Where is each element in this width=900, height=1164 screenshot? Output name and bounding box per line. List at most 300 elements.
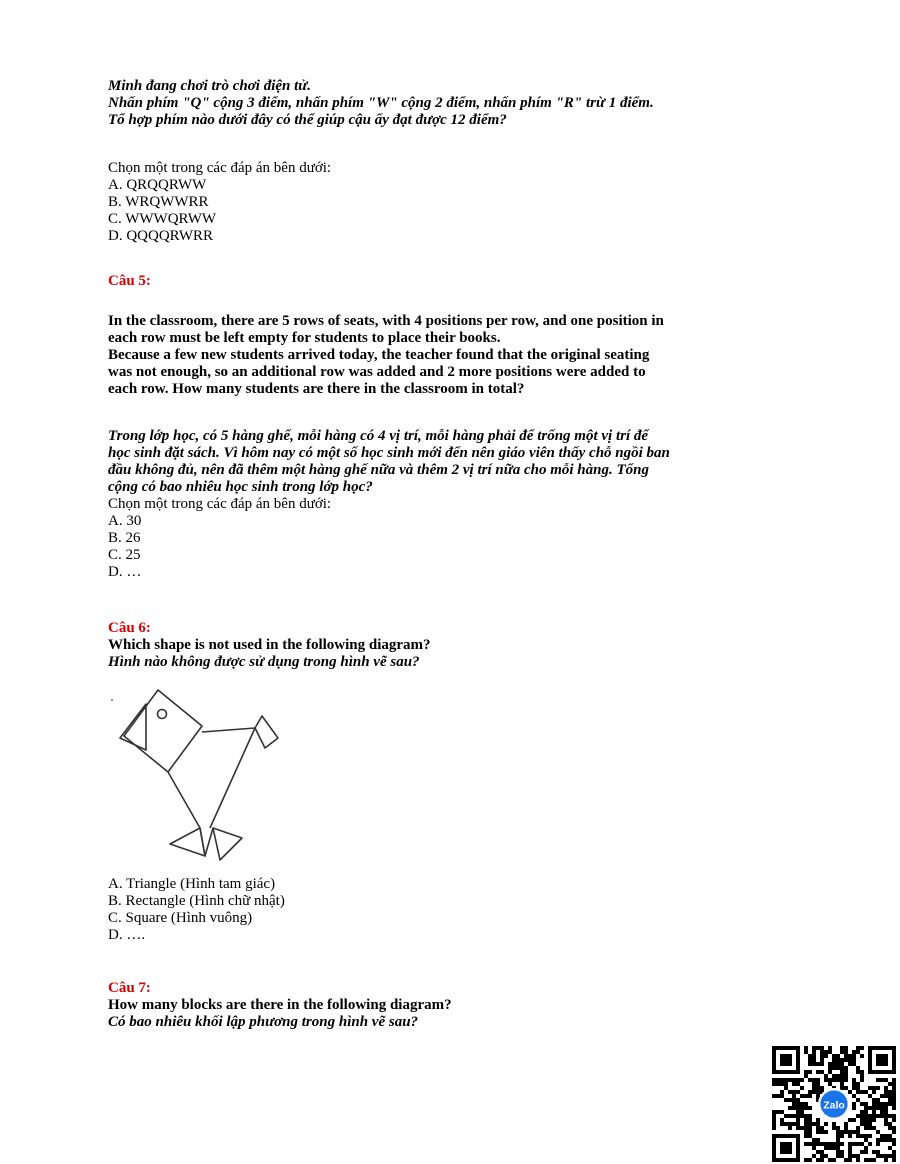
qr-module	[860, 1122, 864, 1126]
qr-module	[828, 1142, 832, 1146]
qr-module	[840, 1150, 844, 1154]
qr-module	[848, 1150, 852, 1154]
q5-option: B. 26	[108, 530, 141, 546]
qr-module	[832, 1074, 836, 1078]
qr-module	[812, 1054, 816, 1058]
qr-module	[780, 1122, 784, 1126]
qr-module	[808, 1134, 812, 1138]
qr-module	[872, 1110, 876, 1114]
q6-option: C. Square (Hình vuông)	[108, 910, 253, 926]
qr-module	[808, 1126, 812, 1130]
qr-module	[812, 1086, 816, 1090]
qr-module	[836, 1138, 840, 1142]
qr-module	[884, 1090, 888, 1094]
qr-module	[824, 1154, 828, 1158]
qr-module	[872, 1098, 876, 1102]
qr-module	[828, 1158, 832, 1162]
qr-module	[828, 1066, 832, 1070]
qr-module	[788, 1090, 792, 1094]
qr-module	[820, 1070, 824, 1074]
qr-module	[844, 1050, 848, 1054]
qr-module	[844, 1130, 848, 1134]
qr-module	[796, 1118, 800, 1122]
qr-module	[784, 1122, 788, 1126]
qr-module	[776, 1078, 780, 1082]
qr-module	[880, 1110, 884, 1114]
qr-module	[812, 1138, 816, 1142]
qr-module	[832, 1158, 836, 1162]
qr-module	[892, 1078, 896, 1082]
qr-module	[852, 1106, 856, 1110]
qr-module	[836, 1154, 840, 1158]
qr-module	[792, 1114, 796, 1118]
qr-module	[804, 1046, 808, 1050]
qr-module	[792, 1102, 796, 1106]
qr-module	[888, 1114, 892, 1118]
qr-module	[884, 1154, 888, 1158]
qr-module	[856, 1082, 860, 1086]
qr-module	[824, 1146, 828, 1150]
q5-option: A. 30	[108, 513, 142, 529]
qr-module	[864, 1158, 868, 1162]
qr-module	[860, 1074, 864, 1078]
zalo-logo-text: Zalo	[823, 1100, 845, 1112]
q5-option: D. …	[108, 564, 142, 580]
qr-module	[808, 1158, 812, 1162]
qr-module	[860, 1114, 864, 1118]
qr-module	[888, 1094, 892, 1098]
qr-module	[816, 1142, 820, 1146]
qr-module	[780, 1078, 784, 1082]
q6-answers	[108, 876, 808, 944]
qr-module	[820, 1158, 824, 1162]
qr-module	[884, 1138, 888, 1142]
bird-body-line	[202, 728, 255, 732]
qr-module	[804, 1106, 808, 1110]
qr-module	[804, 1050, 808, 1054]
qr-module	[836, 1134, 840, 1138]
qr-module	[784, 1086, 788, 1090]
qr-module	[872, 1102, 876, 1106]
qr-module	[812, 1050, 816, 1054]
qr-module	[836, 1058, 840, 1062]
qr-module	[852, 1154, 856, 1158]
qr-module	[808, 1130, 812, 1134]
qr-module	[864, 1146, 868, 1150]
qr-module	[816, 1090, 820, 1094]
qr-module	[780, 1082, 784, 1086]
qr-module	[772, 1122, 776, 1126]
qr-module	[888, 1138, 892, 1142]
qr-module	[848, 1130, 852, 1134]
qr-module	[796, 1114, 800, 1118]
qr-module	[804, 1070, 808, 1074]
qr-module	[876, 1142, 880, 1146]
stray-dot	[111, 699, 113, 701]
question-4	[108, 78, 808, 129]
qr-module	[772, 1078, 776, 1082]
qr-module	[796, 1102, 800, 1106]
qr-module	[792, 1106, 796, 1110]
qr-module	[888, 1126, 892, 1130]
qr-module	[888, 1102, 892, 1106]
qr-module	[864, 1102, 868, 1106]
qr-module	[832, 1066, 836, 1070]
qr-module	[856, 1130, 860, 1134]
qr-module	[772, 1126, 776, 1130]
qr-module	[848, 1054, 852, 1058]
q4-option: A. QRQQRWW	[108, 177, 207, 193]
qr-module	[836, 1142, 840, 1146]
qr-module	[848, 1090, 852, 1094]
qr-module	[864, 1134, 868, 1138]
qr-module	[816, 1078, 820, 1082]
qr-module	[868, 1118, 872, 1122]
question-6-label: Câu 6:	[108, 620, 151, 636]
qr-module	[840, 1074, 844, 1078]
qr-module	[856, 1142, 860, 1146]
qr-module	[820, 1058, 824, 1062]
zalo-qr-code-icon[interactable]	[772, 1046, 896, 1162]
qr-module	[820, 1086, 824, 1090]
qr-module	[872, 1150, 876, 1154]
qr-module	[828, 1146, 832, 1150]
qr-module	[844, 1070, 848, 1074]
qr-module	[800, 1126, 804, 1130]
qr-module	[816, 1150, 820, 1154]
qr-module	[840, 1130, 844, 1134]
qr-module	[796, 1078, 800, 1082]
qr-module	[872, 1086, 876, 1090]
qr-module	[860, 1134, 864, 1138]
q5-vietnamese-line: Trong lớp học, có 5 hàng ghế, mỗi hàng có 4 vị trí, mỗi hàng phải để trống một vị trí để	[108, 428, 649, 444]
qr-module	[888, 1090, 892, 1094]
qr-module	[820, 1126, 824, 1130]
q5-vietnamese-line: đầu không đủ, nên đã thêm một hàng ghế nữa và thêm 2 vị trí nữa cho mỗi hàng. Tổng	[108, 462, 649, 478]
qr-module	[892, 1154, 896, 1158]
question-5-label: Câu 5:	[108, 273, 151, 289]
qr-module	[880, 1106, 884, 1110]
qr-module	[824, 1078, 828, 1082]
q4-answers	[108, 160, 808, 245]
qr-module	[828, 1070, 832, 1074]
q4-option: D. QQQQRWRR	[108, 228, 214, 244]
qr-module	[832, 1062, 836, 1066]
q4-prompt-line: Minh đang chơi trò chơi điện tử.	[108, 78, 312, 94]
qr-module	[880, 1114, 884, 1118]
qr-module	[836, 1054, 840, 1058]
q6-option: B. Rectangle (Hình chữ nhật)	[108, 893, 285, 909]
qr-module	[856, 1066, 860, 1070]
qr-module	[852, 1054, 856, 1058]
qr-module	[788, 1078, 792, 1082]
qr-module	[816, 1082, 820, 1086]
qr-module	[844, 1078, 848, 1082]
qr-module	[852, 1050, 856, 1054]
q5-english-line: each row. How many students are there in the classroom in total?	[108, 381, 525, 397]
qr-module	[796, 1098, 800, 1102]
qr-module	[772, 1094, 776, 1098]
qr-module	[880, 1078, 884, 1082]
qr-module	[872, 1090, 876, 1094]
qr-module	[852, 1058, 856, 1062]
qr-module	[808, 1094, 812, 1098]
qr-module	[808, 1054, 812, 1058]
qr-module	[820, 1130, 824, 1134]
qr-module	[844, 1126, 848, 1130]
qr-module	[892, 1086, 896, 1090]
qr-module	[812, 1142, 816, 1146]
qr-module	[840, 1082, 844, 1086]
qr-module	[772, 1082, 776, 1086]
qr-module	[848, 1142, 852, 1146]
qr-module	[864, 1126, 868, 1130]
bird-shapes-drawing-icon	[110, 688, 290, 868]
qr-module	[816, 1094, 820, 1098]
qr-module	[892, 1138, 896, 1142]
bird-tail-shape	[255, 716, 278, 748]
qr-module	[824, 1142, 828, 1146]
qr-module	[856, 1086, 860, 1090]
qr-module	[884, 1110, 888, 1114]
q5-english	[108, 313, 808, 398]
bird-eye	[158, 710, 167, 719]
qr-module	[808, 1122, 812, 1126]
qr-module	[796, 1106, 800, 1110]
q5-english-line: In the classroom, there are 5 rows of seats, with 4 positions per row, and one position in	[108, 313, 664, 329]
q7-vietnamese: Có bao nhiêu khối lập phương trong hình vẽ sau?	[108, 1014, 419, 1030]
qr-module	[788, 1126, 792, 1130]
qr-module	[892, 1094, 896, 1098]
qr-module	[828, 1050, 832, 1054]
qr-module	[800, 1094, 804, 1098]
qr-module	[872, 1114, 876, 1118]
qr-module	[852, 1094, 856, 1098]
q5-english-line: Because a few new students arrived today, the teacher found that the original seating	[108, 347, 650, 363]
q5-vietnamese-line: cộng có bao nhiêu học sinh trong lớp học?	[108, 479, 373, 495]
qr-module	[840, 1058, 844, 1062]
qr-module	[856, 1158, 860, 1162]
qr-module	[884, 1106, 888, 1110]
qr-module	[816, 1158, 820, 1162]
qr-module	[876, 1086, 880, 1090]
qr-module	[840, 1066, 844, 1070]
qr-module	[868, 1114, 872, 1118]
qr-module	[892, 1118, 896, 1122]
qr-module	[796, 1082, 800, 1086]
qr-module	[844, 1158, 848, 1162]
qr-module	[884, 1158, 888, 1162]
qr-module	[812, 1078, 816, 1082]
qr-module	[820, 1046, 824, 1050]
qr-module	[804, 1158, 808, 1162]
qr-module	[836, 1074, 840, 1078]
qr-module	[816, 1046, 820, 1050]
qr-module	[856, 1046, 860, 1050]
bird-body-line	[210, 728, 255, 828]
qr-module	[884, 1122, 888, 1126]
qr-module	[804, 1126, 808, 1130]
qr-module	[796, 1110, 800, 1114]
qr-module	[776, 1110, 780, 1114]
qr-module	[784, 1082, 788, 1086]
qr-module	[812, 1146, 816, 1150]
qr-module	[852, 1078, 856, 1082]
qr-module	[804, 1074, 808, 1078]
q5-english-line: each row must be left empty for students to place their books.	[108, 330, 501, 346]
question-7-label: Câu 7:	[108, 980, 151, 996]
qr-module	[876, 1098, 880, 1102]
qr-module	[840, 1134, 844, 1138]
qr-module	[844, 1058, 848, 1062]
qr-module	[800, 1102, 804, 1106]
question-6	[108, 620, 808, 671]
qr-module	[852, 1102, 856, 1106]
qr-module	[856, 1134, 860, 1138]
qr-module	[892, 1106, 896, 1110]
qr-module	[860, 1070, 864, 1074]
qr-module	[788, 1106, 792, 1110]
qr-module	[852, 1082, 856, 1086]
qr-module	[876, 1150, 880, 1154]
qr-module	[876, 1078, 880, 1082]
q5-vietnamese	[108, 428, 808, 581]
qr-module	[824, 1122, 828, 1126]
qr-module	[864, 1150, 868, 1154]
qr-module	[800, 1110, 804, 1114]
qr-module	[792, 1094, 796, 1098]
qr-module	[872, 1158, 876, 1162]
q6-option: D. ….	[108, 927, 146, 943]
qr-module	[884, 1102, 888, 1106]
qr-module	[848, 1158, 852, 1162]
q6-english: Which shape is not used in the following diagram?	[108, 637, 431, 653]
qr-module	[788, 1122, 792, 1126]
q6-option: A. Triangle (Hình tam giác)	[108, 876, 276, 892]
qr-module	[804, 1118, 808, 1122]
qr-module	[892, 1114, 896, 1118]
qr-module	[812, 1154, 816, 1158]
qr-module	[816, 1070, 820, 1074]
qr-module	[884, 1118, 888, 1122]
qr-module	[828, 1062, 832, 1066]
qr-module	[788, 1098, 792, 1102]
qr-module	[872, 1126, 876, 1130]
q6-vietnamese: Hình nào không được sử dụng trong hình vẽ sau?	[108, 654, 420, 670]
qr-module	[772, 1118, 776, 1122]
qr-module	[860, 1110, 864, 1114]
qr-module	[784, 1078, 788, 1082]
qr-module	[792, 1078, 796, 1082]
qr-module	[888, 1098, 892, 1102]
qr-module	[852, 1062, 856, 1066]
qr-module	[860, 1142, 864, 1146]
qr-module	[880, 1102, 884, 1106]
qr-module	[836, 1126, 840, 1130]
qr-module	[892, 1082, 896, 1086]
qr-module	[872, 1106, 876, 1110]
qr-module	[840, 1086, 844, 1090]
qr-module	[856, 1114, 860, 1118]
qr-module	[884, 1078, 888, 1082]
qr-module	[836, 1130, 840, 1134]
qr-module	[812, 1082, 816, 1086]
qr-module	[836, 1146, 840, 1150]
qr-module	[816, 1062, 820, 1066]
qr-module	[860, 1150, 864, 1154]
qr-module	[816, 1086, 820, 1090]
qr-module	[844, 1074, 848, 1078]
qr-module	[816, 1138, 820, 1142]
qr-module	[876, 1130, 880, 1134]
qr-module	[848, 1118, 852, 1122]
qr-module	[800, 1086, 804, 1090]
qr-module	[820, 1054, 824, 1058]
qr-module	[852, 1130, 856, 1134]
q4-instruction: Chọn một trong các đáp án bên dưới:	[108, 160, 332, 176]
qr-module	[820, 1150, 824, 1154]
qr-module	[868, 1134, 872, 1138]
qr-module	[888, 1154, 892, 1158]
qr-module	[820, 1050, 824, 1054]
qr-module	[780, 1118, 784, 1122]
qr-module	[872, 1118, 876, 1122]
qr-module	[848, 1134, 852, 1138]
q5-instruction: Chọn một trong các đáp án bên dưới:	[108, 496, 332, 512]
qr-module	[892, 1142, 896, 1146]
qr-module	[800, 1106, 804, 1110]
qr-module	[892, 1126, 896, 1130]
qr-module	[836, 1078, 840, 1082]
qr-module	[856, 1154, 860, 1158]
qr-module	[772, 1114, 776, 1118]
qr-module	[832, 1078, 836, 1082]
qr-module	[860, 1090, 864, 1094]
qr-module	[880, 1154, 884, 1158]
qr-module	[780, 1090, 784, 1094]
qr-module	[860, 1078, 864, 1082]
qr-module	[832, 1054, 836, 1058]
qr-module	[804, 1122, 808, 1126]
qr-module	[844, 1066, 848, 1070]
qr-module	[828, 1082, 832, 1086]
qr-module	[808, 1090, 812, 1094]
qr-module	[876, 1114, 880, 1118]
qr-module	[808, 1062, 812, 1066]
qr-module	[852, 1086, 856, 1090]
qr-module	[812, 1046, 816, 1050]
qr-module	[812, 1062, 816, 1066]
qr-module	[864, 1114, 868, 1118]
qr-module	[832, 1142, 836, 1146]
qr-module	[800, 1114, 804, 1118]
question-7	[108, 980, 808, 1031]
bird-head-square	[124, 690, 202, 772]
qr-module	[892, 1150, 896, 1154]
qr-module	[820, 1154, 824, 1158]
qr-module	[804, 1114, 808, 1118]
qr-module	[884, 1086, 888, 1090]
qr-module	[840, 1142, 844, 1146]
qr-module	[824, 1074, 828, 1078]
q4-prompt-line: Nhấn phím "Q" cộng 3 điểm, nhấn phím "W" cộng 2 điểm, nhấn phím "R" trừ 1 điểm.	[108, 95, 654, 111]
qr-module	[876, 1138, 880, 1142]
qr-module	[808, 1142, 812, 1146]
q5-option: C. 25	[108, 547, 141, 563]
qr-module	[892, 1102, 896, 1106]
qr-module	[852, 1142, 856, 1146]
qr-module	[836, 1062, 840, 1066]
